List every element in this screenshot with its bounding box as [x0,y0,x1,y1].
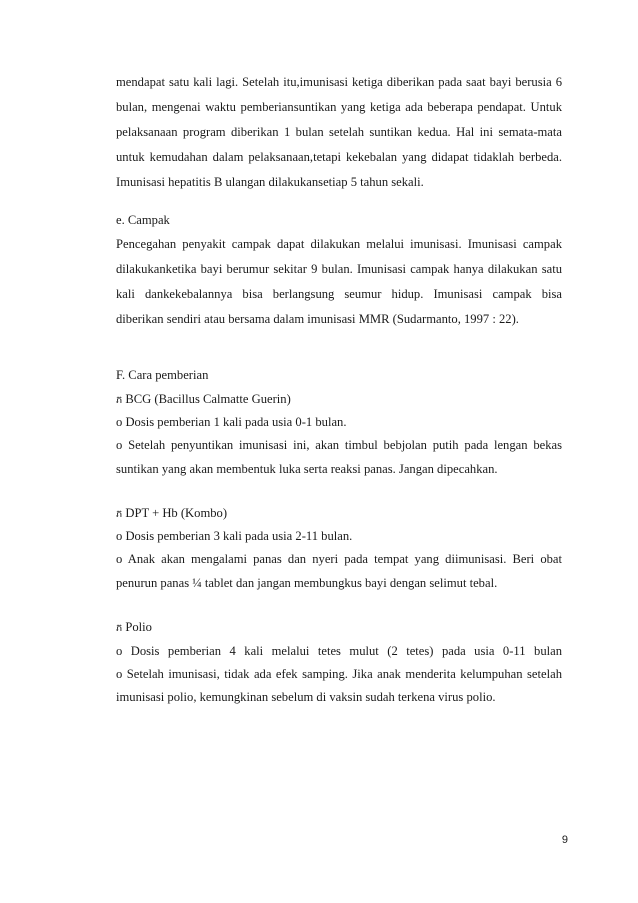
list-item: suntikan yang akan membentuk luka serta reaksi panas. Jangan dipecahkan. [116,462,498,476]
paragraph-line: untuk kemudahan dalam pelaksanaan,tetapi kekebalan yang didapat tidaklah berbeda. [116,150,562,164]
section-heading-cara-pemberian: F. Cara pemberian [116,368,209,382]
list-item: o Setelah imunisasi, tidak ada efek samping. Jika anak menderita kelumpuhan setelah [116,667,562,681]
paragraph-line: kali dankekebalannya bisa berlangsung seumur hidup. Imunisasi campak bisa [116,287,562,301]
bullet-icon: ភ [116,395,123,406]
list-item: o Anak akan mengalami panas dan nyeri pada tempat yang diimunisasi. Beri obat [116,552,562,566]
list-heading-bcg [116,391,562,409]
list-item: o Dosis pemberian 1 kali pada usia 0-1 bulan. [116,415,347,429]
list-heading-label: DPT + Hb (Kombo) [125,506,228,520]
paragraph-line: Imunisasi hepatitis B ulangan dilakukansetiap 5 tahun sekali. [116,175,424,189]
bullet-icon: ភ [116,509,123,520]
paragraph-line: diberikan sendiri atau bersama dalam imunisasi MMR (Sudarmanto, 1997 : 22). [116,312,519,326]
list-heading-label: Polio [125,620,152,634]
paragraph-line: pelaksanaan program diberikan 1 bulan setelah suntikan kedua. Hal ini semata-mata [116,125,562,139]
list-item: imunisasi polio, kemungkinan sebelum di vaksin sudah terkena virus polio. [116,690,496,704]
list-item: o Setelah penyuntikan imunisasi ini, akan timbul bebjolan putih pada lengan bekas [116,438,562,452]
paragraph-line: dilakukanketika bayi berumur sekitar 9 bulan. Imunisasi campak hanya dilakukan satu [116,262,562,276]
list-heading-dpt [116,505,562,523]
list-item: o Dosis pemberian 3 kali pada usia 2-11 bulan. [116,529,353,543]
page-number: 9 [561,834,568,846]
bullet-icon: ភ [116,623,123,634]
paragraph-line: mendapat satu kali lagi. Setelah itu,imunisasi ketiga diberikan pada saat bayi berusia 6 [116,75,562,89]
list-heading-label: BCG (Bacillus Calmatte Guerin) [125,392,291,406]
list-heading-polio [116,619,562,637]
paragraph-line: Pencegahan penyakit campak dapat dilakukan melalui imunisasi. Imunisasi campak [116,237,562,251]
paragraph-line: bulan, mengenai waktu pemberiansuntikan yang ketiga ada beberapa pendapat. Untuk [116,100,562,114]
list-item: penurun panas ¼ tablet dan jangan membungkus bayi dengan selimut tebal. [116,576,498,590]
section-heading-campak: e. Campak [116,213,170,227]
list-item: o Dosis pemberian 4 kali melalui tetes mulut (2 tetes) pada usia 0-11 bulan [116,644,562,658]
